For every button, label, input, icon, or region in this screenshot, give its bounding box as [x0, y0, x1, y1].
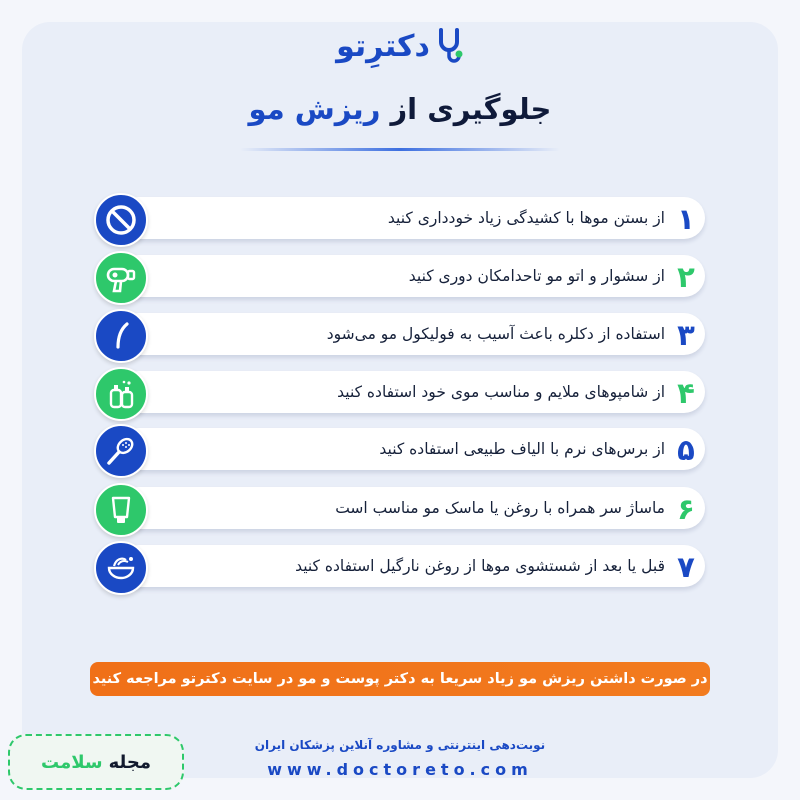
hair-strand-icon: [94, 309, 148, 363]
list-item: [100, 313, 705, 355]
item-text: قبل یا بعد از شستشوی موها از روغن نارگیل استفاده کنید: [295, 557, 665, 575]
page-title: [0, 92, 800, 126]
title-main: جلوگیری از: [380, 92, 552, 126]
prohibited-icon: [94, 193, 148, 247]
item-number: ۴: [677, 376, 695, 410]
list-item: [100, 255, 705, 297]
item-number: ۷: [677, 550, 695, 584]
hair-dryer-icon: [94, 251, 148, 305]
shampoo-bottles-icon: [94, 367, 148, 421]
item-number: ۲: [677, 260, 695, 294]
list-item: [100, 197, 705, 239]
item-number: ۱: [677, 202, 695, 236]
title-divider: [240, 148, 560, 151]
title-accent: ریزش مو: [248, 92, 381, 126]
coconut-icon: [94, 541, 148, 595]
item-text: از بستن موها با کشیدگی زیاد خودداری کنید: [387, 209, 665, 227]
tag-word-2: سلامت: [41, 751, 103, 773]
footer-website[interactable]: www.doctoreto.com: [267, 760, 533, 779]
magazine-tag: [8, 734, 184, 790]
logo: [0, 18, 800, 74]
item-number: ۵: [677, 433, 695, 467]
item-text: ماساژ سر همراه با روغن یا ماسک مو مناسب است: [335, 499, 665, 517]
cream-tube-icon: [94, 483, 148, 537]
list-item: [100, 487, 705, 529]
list-item: [100, 545, 705, 587]
advice-banner: در صورت داشتن ریزش مو زیاد سریعا به دکتر پوست و مو در سایت دکترتو مراجعه کنید: [90, 662, 710, 696]
stethoscope-icon: [434, 26, 464, 66]
list-item: [100, 428, 705, 470]
tag-word-1: مجله: [108, 751, 151, 773]
item-number: ۶: [677, 492, 695, 526]
footer-tagline: نوبت‌دهی اینترنتی و مشاوره آنلاین پزشکان ایران: [254, 738, 546, 752]
item-text: استفاده از دکلره باعث آسیب به فولیکول مو می‌شود: [326, 325, 665, 343]
list-item: [100, 371, 705, 413]
logo-text: دکترِتو: [336, 28, 430, 64]
item-text: از برس‌های نرم با الیاف طبیعی استفاده کنید: [379, 440, 665, 458]
item-text: از سشوار و اتو مو تاحدامکان دوری کنید: [408, 267, 665, 285]
hair-brush-icon: [94, 424, 148, 478]
item-number: ۳: [677, 318, 695, 352]
item-text: از شامپوهای ملایم و مناسب موی خود استفاده کنید: [337, 383, 665, 401]
